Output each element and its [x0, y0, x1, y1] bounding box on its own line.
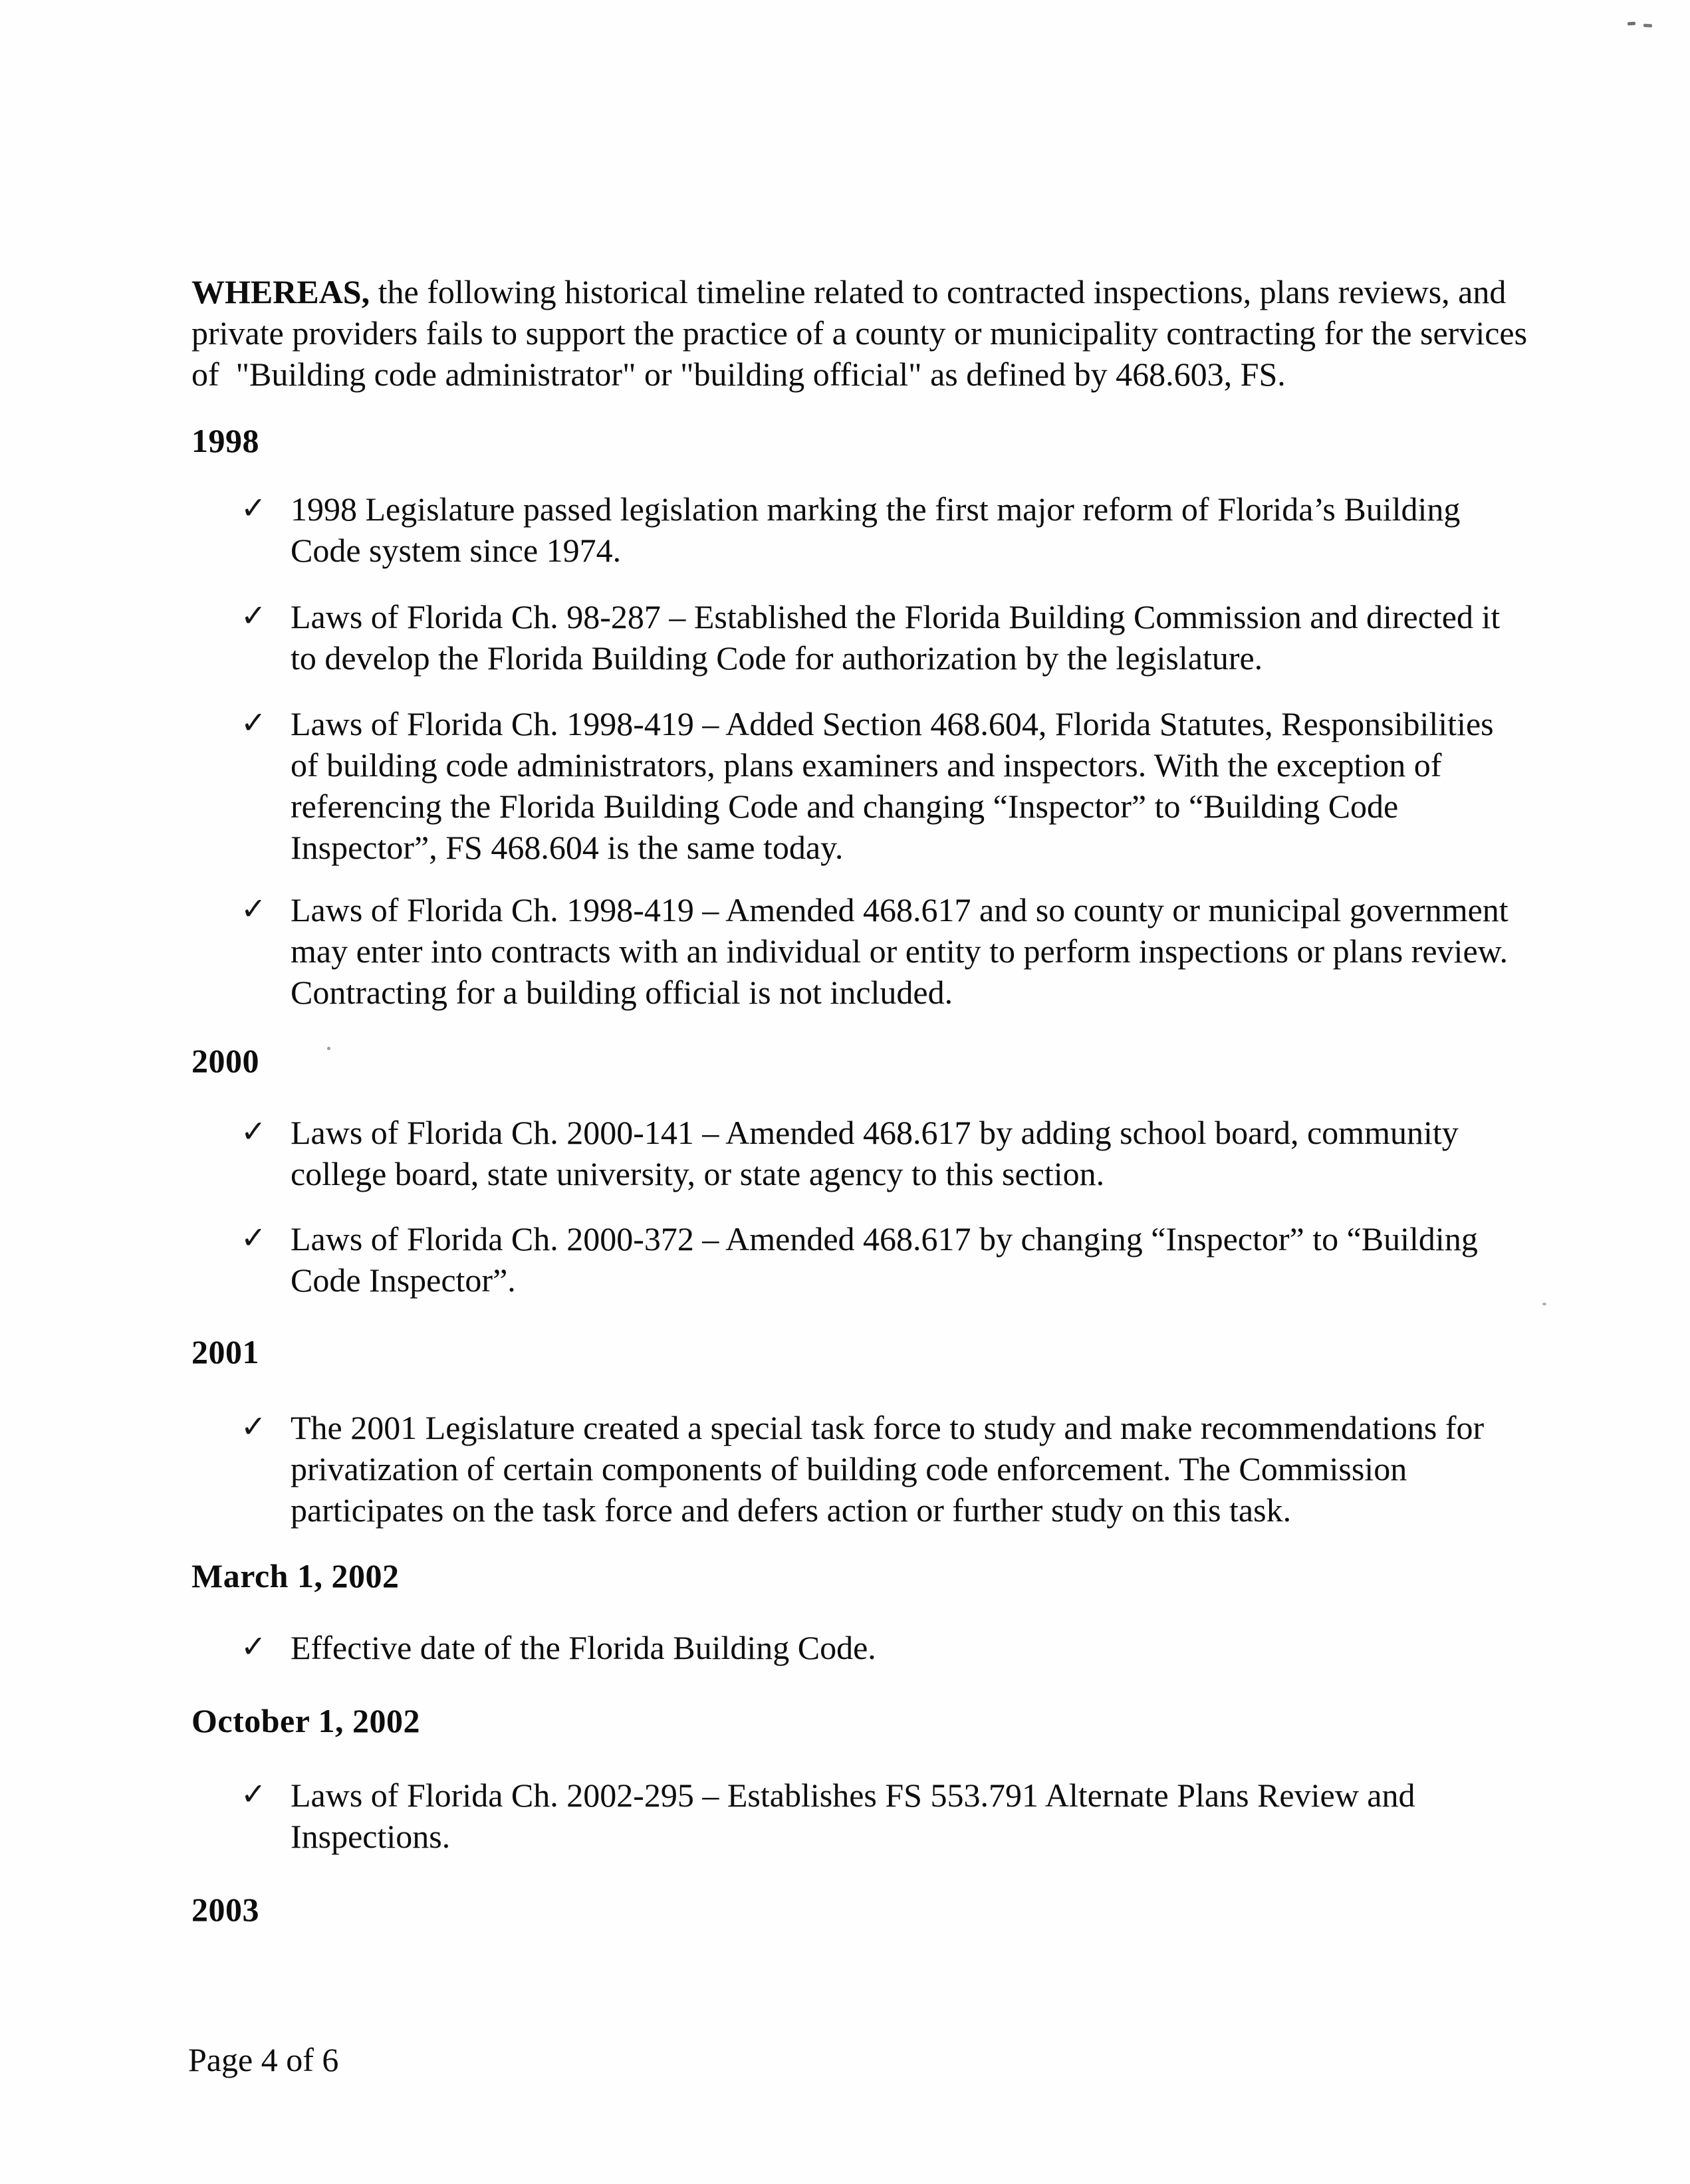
checkmark-icon: ✓: [241, 705, 267, 740]
scan-speck: [327, 1047, 330, 1050]
bullet-line: Laws of Florida Ch. 2000-141 – Amended 468.617 by adding school board, community: [291, 1114, 1459, 1151]
bullet-line: to develop the Florida Building Code for authorization by the legislature.: [291, 639, 1263, 677]
checkmark-icon: ✓: [241, 1408, 267, 1444]
paragraph-line: private providers fails to support the practice of a county or municipality contracting for the services: [191, 314, 1528, 352]
bullet-line: Laws of Florida Ch. 1998-419 – Amended 468.617 and so county or municipal government: [291, 891, 1509, 928]
bullet-line: referencing the Florida Building Code and changing “Inspector” to “Building Code: [291, 788, 1399, 825]
section-heading-2003: 2003: [191, 1891, 259, 1928]
page-number: Page 4 of 6: [188, 2041, 339, 2078]
section-heading-2001: 2001: [191, 1333, 259, 1370]
bullet-line: of building code administrators, plans examiners and inspectors. With the exception of: [291, 746, 1442, 784]
checkmark-icon: ✓: [241, 891, 267, 927]
checkmark-icon: ✓: [241, 1628, 267, 1664]
bullet-line: may enter into contracts with an individual or entity to perform inspections or plans review.: [291, 932, 1509, 970]
bullet-line: Laws of Florida Ch. 98-287 – Established the Florida Building Commission and directed it: [291, 598, 1501, 635]
checkmark-icon: ✓: [241, 1113, 267, 1149]
bullet-line: Code Inspector”.: [291, 1261, 516, 1299]
checkmark-icon: ✓: [241, 598, 267, 633]
bullet-line: privatization of certain components of building code enforcement. The Commission: [291, 1450, 1407, 1487]
bullet-line: 1998 Legislature passed legislation marking the first major reform of Florida’s Building: [291, 491, 1461, 528]
whereas-lead: WHEREAS,: [191, 273, 370, 310]
bullet-line: Laws of Florida Ch. 2000-372 – Amended 468.617 by changing “Inspector” to “Building: [291, 1220, 1478, 1257]
bullet-line: Inspector”, FS 468.604 is the same today.: [291, 829, 844, 866]
paragraph-text: the following historical timeline related to contracted inspections, plans reviews, and: [370, 273, 1507, 310]
paragraph-line: of "Building code administrator" or "building official" as defined by 468.603, FS.: [191, 356, 1286, 393]
bullet-line: Contracting for a building official is not included.: [291, 974, 953, 1011]
bullet-item: [241, 1112, 1459, 1194]
checkmark-icon: ✓: [241, 1220, 267, 1256]
bullet-item: [241, 489, 1460, 571]
bullet-line: Laws of Florida Ch. 1998-419 – Added Section 468.604, Florida Statutes, Responsibilities: [291, 705, 1494, 742]
bullet-item: [241, 596, 1500, 679]
bullet-item: [241, 1218, 1478, 1301]
bullet-item: [241, 703, 1494, 868]
whereas-paragraph: [191, 271, 1527, 395]
bullet-line: Inspections.: [291, 1818, 451, 1855]
section-heading-october-2002: October 1, 2002: [191, 1702, 421, 1739]
bullet-line: college board, state university, or state agency to this section.: [291, 1155, 1105, 1192]
paragraph-line: [191, 271, 1527, 312]
section-heading-march-2002: March 1, 2002: [191, 1557, 400, 1594]
bullet-line: The 2001 Legislature created a special task force to study and make recommendations for: [291, 1409, 1485, 1446]
bullet-item: [241, 889, 1509, 1013]
bullet-line: Code system since 1974.: [291, 532, 622, 569]
bullet-item: [241, 1407, 1484, 1531]
scan-speck: [1643, 24, 1652, 28]
bullet-line: Effective date of the Florida Building Code.: [291, 1629, 876, 1666]
section-heading-1998: 1998: [191, 422, 259, 459]
section-heading-2000: 2000: [191, 1042, 259, 1079]
bullet-line: participates on the task force and defers action or further study on this task.: [291, 1491, 1292, 1529]
scan-speck: [1628, 22, 1635, 26]
scan-speck: [1542, 1303, 1546, 1305]
bullet-item: [241, 1627, 876, 1668]
checkmark-icon: ✓: [241, 1776, 267, 1812]
bullet-item: [241, 1775, 1415, 1857]
bullet-line: Laws of Florida Ch. 2002-295 – Establishes FS 553.791 Alternate Plans Review and: [291, 1777, 1415, 1814]
checkmark-icon: ✓: [241, 490, 267, 526]
